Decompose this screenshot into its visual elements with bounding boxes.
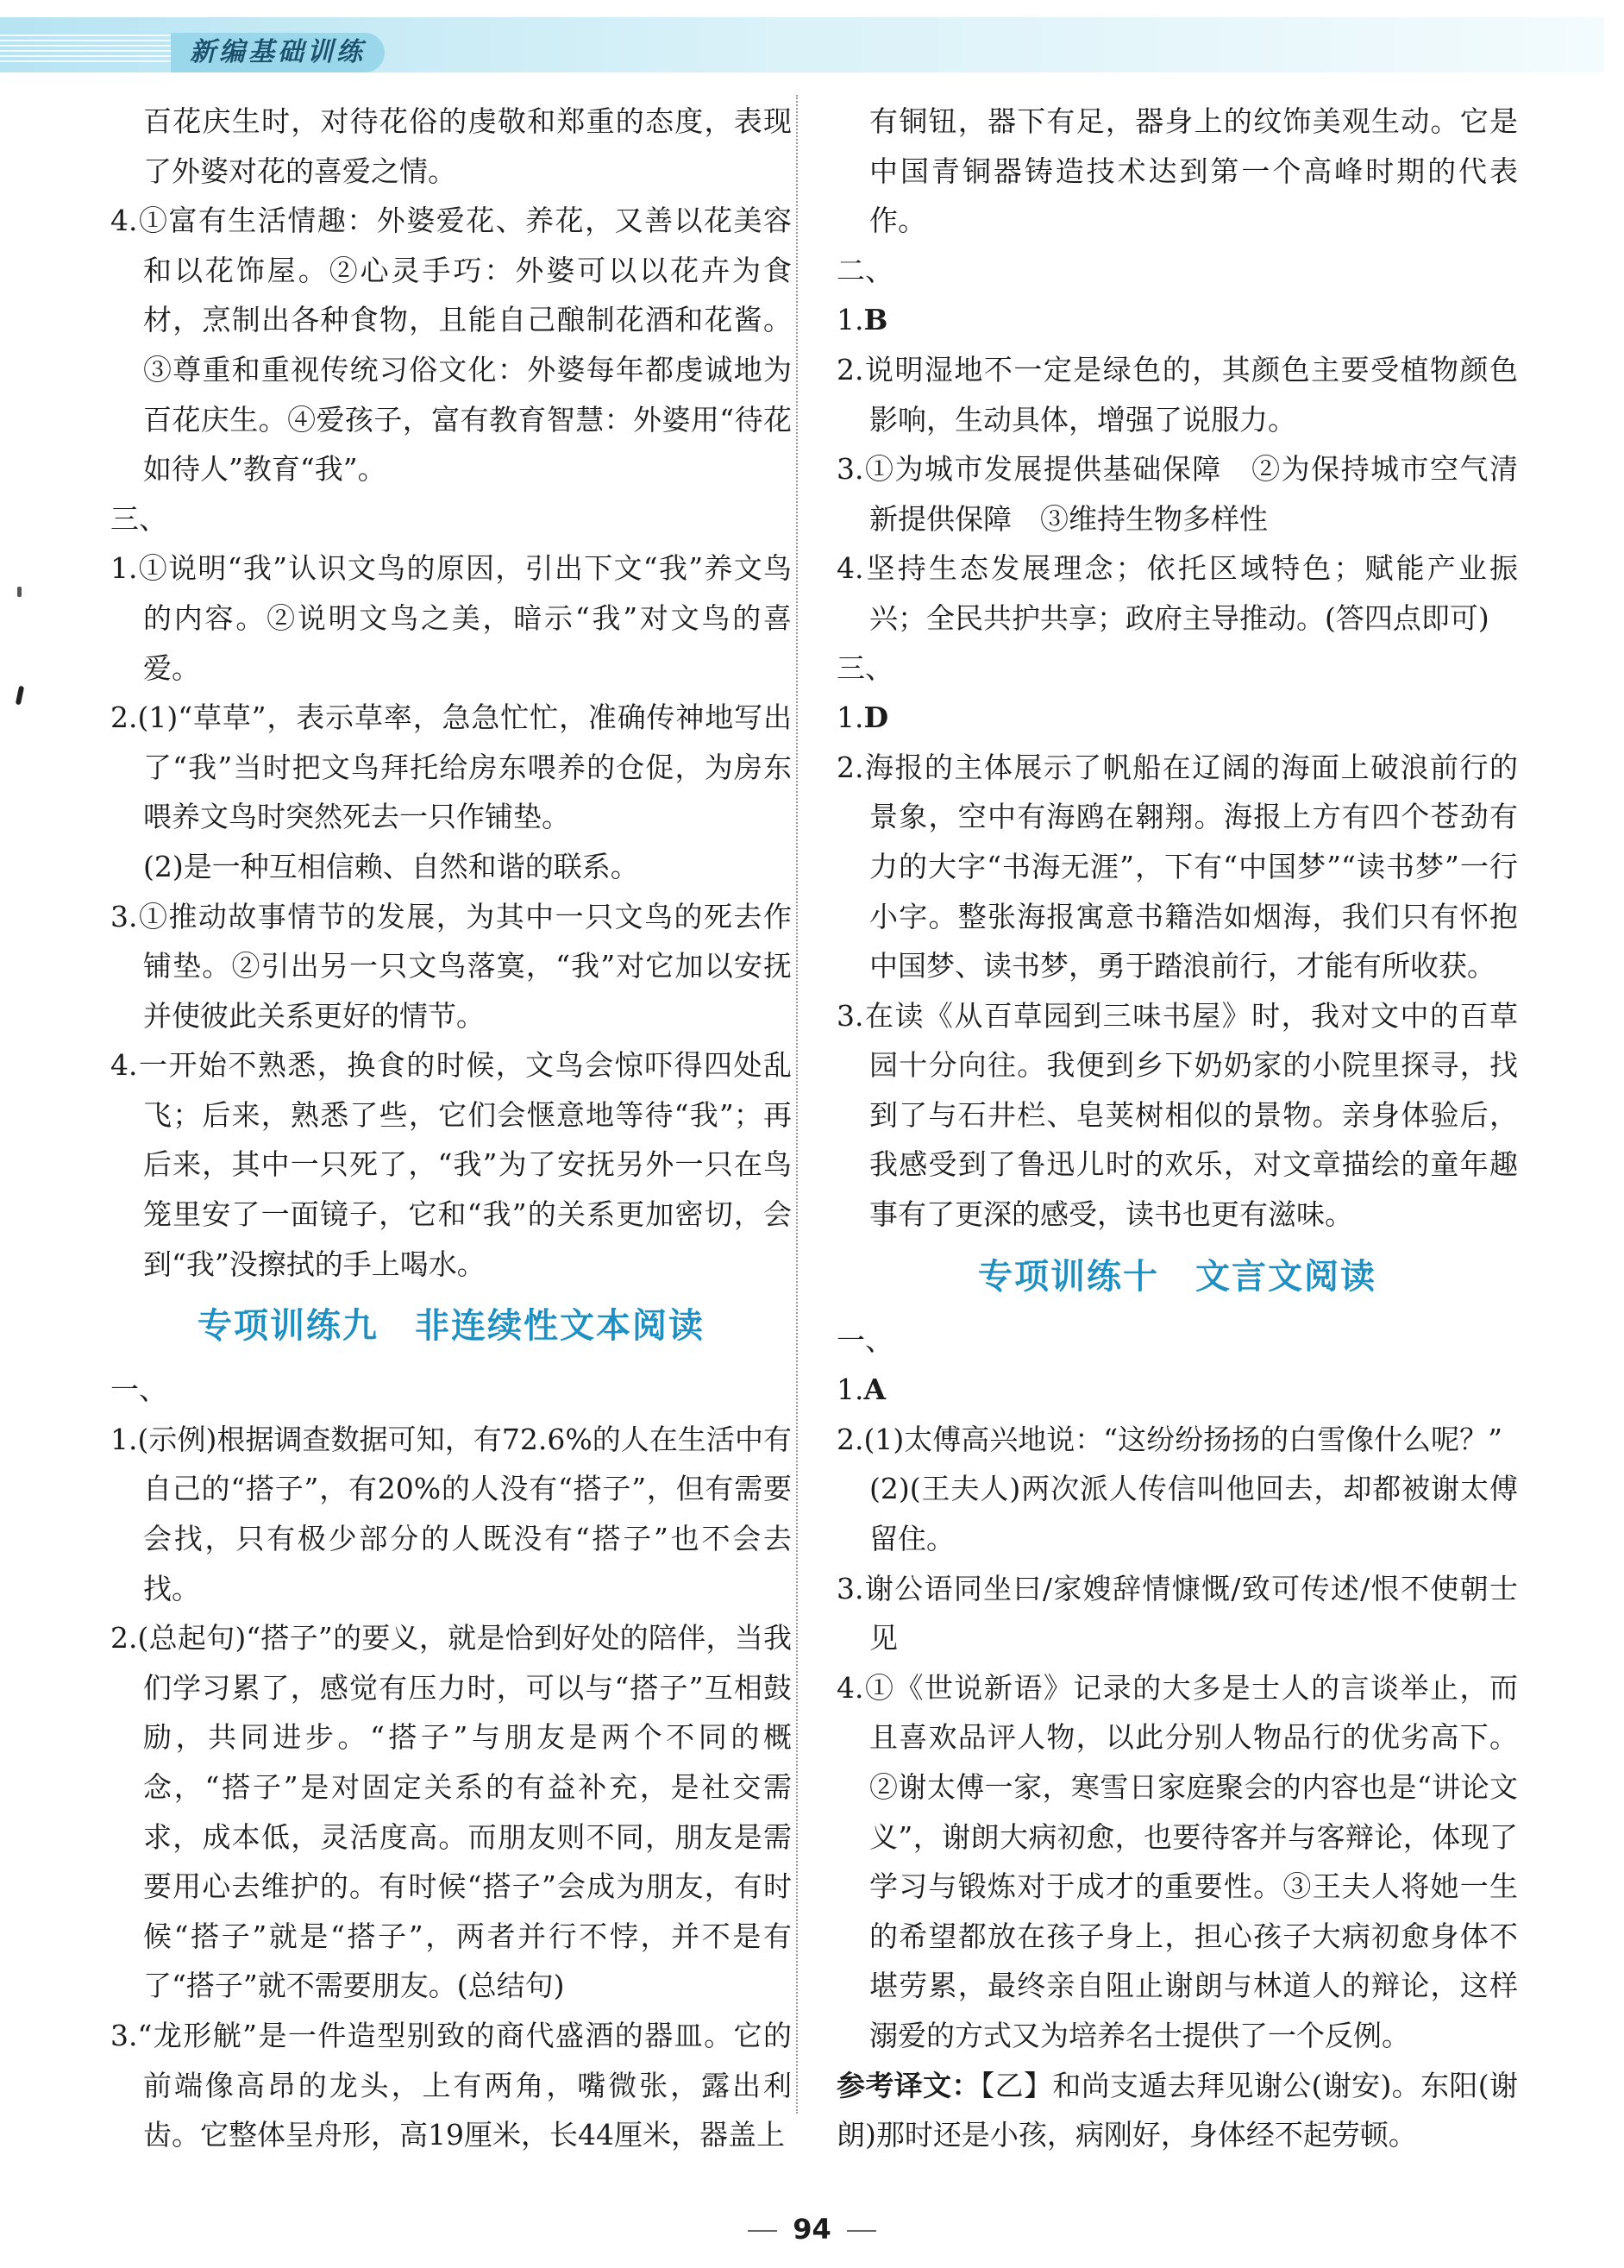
answer-item: 4.一开始不熟悉，换食的时候，文鸟会惊吓得四处乱飞；后来，熟悉了些，它们会惬意地等待“我”；再后来，其中一只死了，“我”为了安抚另外一只在鸟笼里安了一面镜子，它和“我”的关系更加密切，会到“我”没擦拭的手上喝水。: [110, 1048, 792, 1281]
page-number-footer: [0, 2213, 1624, 2246]
section-title: 专项训练九 非连续性文本阅读: [198, 1305, 705, 1347]
footer-dash: [748, 2230, 777, 2232]
answer-continuation: 有铜钮，器下有足，器身上的纹饰美观生动。它是中国青铜器铸造技术达到第一个高峰时期的代表作。: [869, 104, 1518, 238]
item-number: 1.: [837, 701, 864, 735]
reference-label: 参考译文：: [837, 2068, 981, 2102]
answer-item: 2.(1)太傅高兴地说：“这纷纷扬扬的白雪像什么呢？”: [837, 1422, 1502, 1456]
answer-item: 1.①说明“我”认识文鸟的原因，引出下文“我”养文鸟的内容。②说明文鸟之美，暗示“我”对文鸟的喜爱。: [110, 551, 792, 685]
right-column: [837, 97, 1518, 2160]
answer-item: 3.①推动故事情节的发展，为其中一只文鸟的死去作铺垫。②引出另一只文鸟落寞，“我”对它加以安抚并使彼此关系更好的情节。: [110, 899, 792, 1033]
left-column: [110, 97, 792, 2160]
answer-item: 4.①《世说新语》记录的大多是士人的言谈举止，而且喜欢品评人物，以此分别人物品行的优劣高下。②谢太傅一家，寒雪日家庭聚会的内容也是“讲论文义”，谢朗大病初愈，也要待客并与客辩论，体现了学习与锻炼对于成才的重要性。③王夫人将她一生的希望都放在孩子身上，担心孩子大病初愈身体不堪劳累，最终亲自阻止谢朗与林道人的辩论，这样溺爱的方式又为培养名士提供了一个反例。: [837, 1670, 1518, 2052]
item-number: 1.: [837, 1373, 864, 1407]
answer-choice: B: [863, 303, 888, 337]
page-number: 94: [793, 2213, 831, 2246]
reference-translation: [837, 2061, 1518, 2160]
margin-mark: [16, 686, 24, 706]
answer-item: 3.“龙形觥”是一件造型别致的商代盛酒的器皿。它的前端像高昂的龙头，上有两角，嘴微张，露出利齿。它整体呈舟形，高19厘米，长44厘米，器盖上: [110, 2018, 792, 2152]
reference-text: 【乙】和尚支遁去拜见谢公(谢安)。东阳(谢朗)那时还是小孩，病刚好，身体经不起劳顿。: [837, 2068, 1519, 2152]
answer-item: 2.海报的主体展示了帆船在辽阔的海面上破浪前行的景象，空中有海鸥在翱翔。海报上方有四个苍劲有力的大字“书海无涯”，下有“中国梦”“读书梦”一行小字。整张海报寓意书籍浩如烟海，我们只有怀抱中国梦、读书梦，勇于踏浪前行，才能有所收获。: [837, 750, 1518, 983]
section-heading: 一、: [110, 1373, 167, 1407]
answer-item: 1.(示例)根据调查数据可知，有72.6%的人在生活中有自己的“搭子”，有20%的人没有“搭子”，但有需要会找，只有极少部分的人既没有“搭子”也不会去找。: [110, 1422, 792, 1605]
header-label: 新编基础训练: [171, 33, 385, 72]
section-heading: 一、: [837, 1322, 894, 1357]
answer-continuation: 百花庆生时，对待花俗的虔敬和郑重的态度，表现了外婆对花的喜爱之情。: [143, 104, 792, 188]
answer-item: 2.(总起句)“搭子”的要义，就是恰到好处的陪伴，当我们学习累了，感觉有压力时，可以与“搭子”互相鼓励，共同进步。“搭子”与朋友是两个不同的概念，“搭子”是对固定关系的有益补充，是社交需求，成本低，灵活度高。而朋友则不同，朋友是需要用心去维护的。有时候“搭子”会成为朋友，有时候“搭子”就是“搭子”，两者并行不悖，并不是有了“搭子”就不需要朋友。(总结句): [110, 1621, 792, 2003]
section-title: 专项训练十 文言文阅读: [978, 1255, 1376, 1297]
item-number: 1.: [837, 303, 864, 337]
answer-continuation: (2)是一种互相信赖、自然和谐的联系。: [143, 849, 639, 883]
answer-item: [837, 295, 1518, 345]
answer-continuation: (2)(王夫人)两次派人传信叫他回去，却都被谢太傅留住。: [869, 1472, 1518, 1556]
answer-item: 3.在读《从百草园到三味书屋》时，我对文中的百草园十分向往。我便到乡下奶奶家的小院里探寻，找到了与石井栏、皂荚树相似的景物。亲身体验后，我感受到了鲁迅儿时的欢乐，对文章描绘的童年趣事有了更深的感受，读书也更有滋味。: [837, 998, 1518, 1232]
answer-choice: D: [863, 701, 889, 735]
section-heading: 二、: [837, 253, 894, 287]
answer-item: 2.说明湿地不一定是绿色的，其颜色主要受植物颜色影响，生动具体，增强了说服力。: [837, 352, 1518, 437]
header-decoration: [0, 35, 172, 66]
section-heading: 三、: [837, 650, 894, 685]
column-divider: [796, 95, 798, 2114]
answer-item: 4.坚持生态发展理念；依托区域特色；赋能产业振兴；全民共护共享；政府主导推动。(答四点即可): [837, 551, 1518, 635]
answer-item: 3.①为城市发展提供基础保障 ②为保持城市空气清新提供保障 ③维持生物多样性: [837, 452, 1518, 536]
answer-item: 2.(1)“草草”，表示草率，急急忙忙，准确传神地写出了“我”当时把文鸟拜托给房东喂养的仓促，为房东喂养文鸟时突然死去一只作铺垫。: [110, 701, 792, 834]
answer-item: 3.谢公语同坐曰/家嫂辞情慷慨/致可传述/恨不使朝士见: [837, 1571, 1518, 1655]
section-heading: 三、: [110, 501, 167, 536]
footer-dash: [847, 2230, 876, 2232]
answer-item: [837, 1365, 1518, 1415]
answer-item: 4.①富有生活情趣：外婆爱花、养花，又善以花美容和以花饰屋。②心灵手巧：外婆可以以花卉为食材，烹制出各种食物，且能自己酿制花酒和花酱。③尊重和重视传统习俗文化：外婆每年都虔诚地为百花庆生。④爱孩子，富有教育智慧：外婆用“待花如待人”教育“我”。: [110, 204, 792, 487]
answer-item: [837, 693, 1518, 743]
margin-mark: [17, 587, 22, 597]
answer-choice: A: [863, 1373, 887, 1407]
